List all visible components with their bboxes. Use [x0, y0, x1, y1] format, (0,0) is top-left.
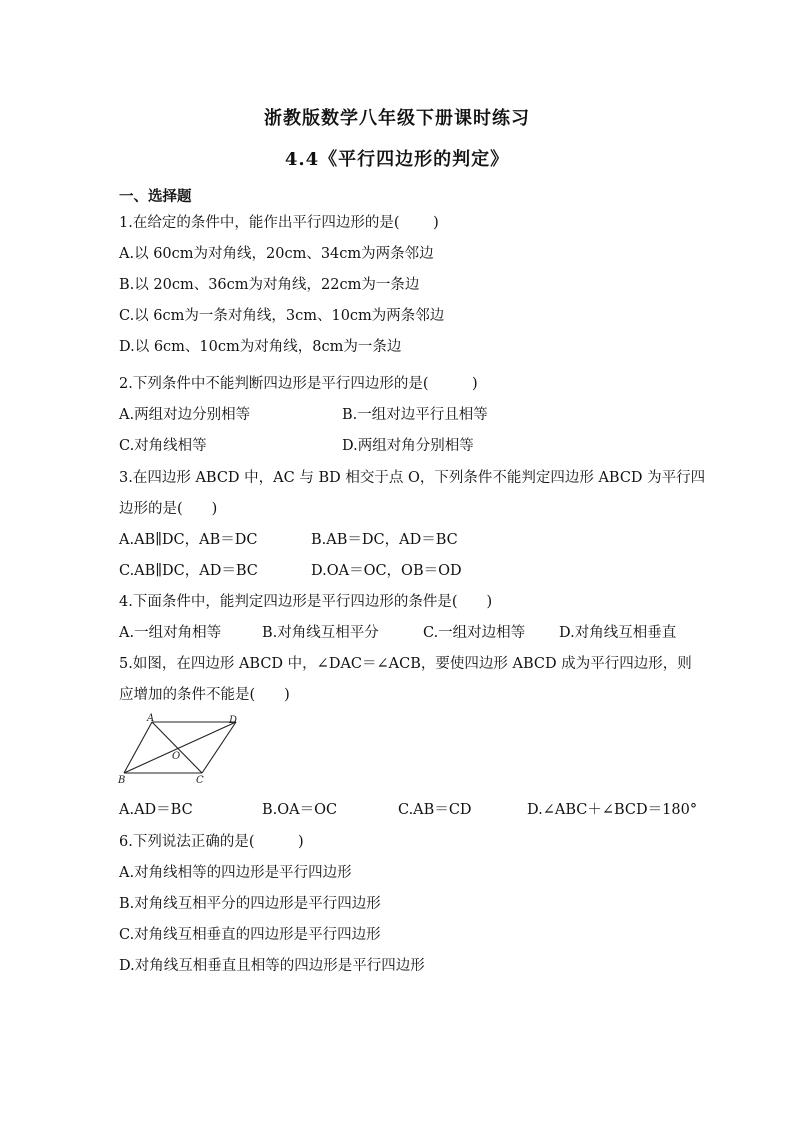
q5-stem-line2: 应增加的条件不能是( ) [119, 687, 290, 703]
q4-option-c: C.一组对边相等 [423, 625, 526, 641]
q5-option-a: A.AD＝BC [119, 802, 193, 818]
q1-option-b: B.以 20cm、36cm为对角线，22cm为一条边 [119, 277, 420, 293]
q4-option-b: B.对角线互相平分 [262, 625, 379, 641]
q2-stem: 2.下列条件中不能判断四边形是平行四边形的是( ) [119, 376, 478, 392]
q3-option-a: A.AB∥DC，AB＝DC [119, 532, 258, 548]
q2-option-d: D.两组对角分别相等 [342, 438, 474, 454]
q5-option-b: B.OA＝OC [262, 802, 338, 818]
q6-option-a: A.对角线相等的四边形是平行四边形 [119, 865, 352, 881]
q4-option-d: D.对角线互相垂直 [559, 625, 677, 641]
q6-stem: 6.下列说法正确的是( ) [119, 834, 304, 850]
label-d: D [229, 715, 238, 726]
q3-stem-line1: 3.在四边形 ABCD 中，AC 与 BD 相交于点 O，下列条件不能判定四边形 ABCD 为平行四 [119, 470, 706, 486]
q5-stem-line1: 5.如图，在四边形 ABCD 中，∠DAC＝∠ACB，要使四边形 ABCD 成为平行四边形，则 [119, 656, 692, 672]
q2-option-c: C.对角线相等 [119, 438, 207, 454]
q1-option-d: D.以 6cm、10cm为对角线，8cm为一条边 [119, 339, 402, 355]
q4-option-a: A.一组对角相等 [119, 625, 222, 641]
q2-option-b: B.一组对边平行且相等 [342, 407, 488, 423]
label-c: C [196, 775, 204, 786]
q6-option-c: C.对角线互相垂直的四边形是平行四边形 [119, 927, 381, 943]
q1-option-c: C.以 6cm为一条对角线，3cm、10cm为两条邻边 [119, 308, 445, 324]
side-ab [124, 722, 152, 773]
page-subtitle: 4.4《平行四边形的判定》 [284, 149, 510, 170]
parallelogram-figure [114, 712, 274, 788]
label-b: B [118, 775, 126, 786]
q1-option-a: A.以 60cm为对角线，20cm、34cm为两条邻边 [119, 246, 434, 262]
q6-option-b: B.对角线互相平分的四边形是平行四边形 [119, 896, 381, 912]
q6-option-d: D.对角线互相垂直且相等的四边形是平行四边形 [119, 958, 425, 974]
q3-option-c: C.AB∥DC，AD＝BC [119, 563, 258, 579]
q3-option-b: B.AB＝DC，AD＝BC [311, 532, 458, 548]
q4-stem: 4.下面条件中，能判定四边形是平行四边形的条件是( ) [119, 594, 493, 610]
q2-option-a: A.两组对边分别相等 [119, 407, 251, 423]
q1-stem: 1.在给定的条件中，能作出平行四边形的是( ) [119, 215, 439, 231]
label-o: O [172, 751, 181, 762]
section-heading: 一、选择题 [119, 188, 192, 205]
q5-option-c: C.AB＝CD [398, 802, 472, 818]
label-a: A [147, 713, 155, 724]
q3-stem-line2: 边形的是( ) [119, 501, 218, 517]
q3-option-d: D.OA＝OC，OB＝OD [311, 563, 462, 579]
q5-option-d: D.∠ABC＋∠BCD＝180° [527, 802, 698, 818]
diagonal-ac [152, 722, 202, 773]
page-title: 浙教版数学八年级下册课时练习 [264, 108, 530, 129]
